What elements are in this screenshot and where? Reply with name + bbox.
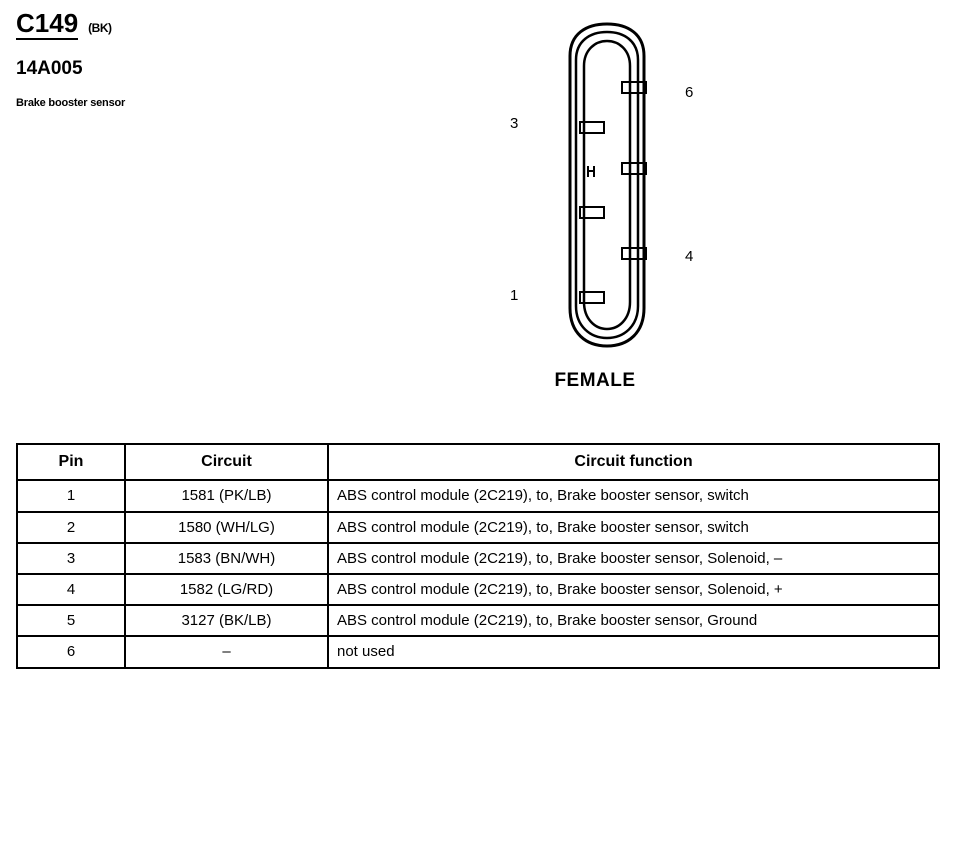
connector-pin-callouts bbox=[510, 84, 693, 304]
connector-id: C149 bbox=[16, 10, 78, 40]
cell-function: ABS control module (2C219), to, Brake booster sensor, Solenoid, – bbox=[328, 543, 939, 574]
pin-callout-1: 1 bbox=[510, 287, 519, 304]
cell-circuit: 1582 (LG/RD) bbox=[125, 574, 328, 605]
connector-header bbox=[16, 10, 316, 111]
table-row bbox=[17, 480, 939, 511]
connector-id-row bbox=[16, 10, 316, 40]
connector-key-mark bbox=[587, 166, 595, 177]
pin-callout-4: 4 bbox=[685, 248, 694, 265]
connector-outer-shell bbox=[570, 24, 644, 346]
cell-function: ABS control module (2C219), to, Brake booster sensor, Ground bbox=[328, 605, 939, 636]
cell-pin: 1 bbox=[17, 480, 125, 511]
cell-circuit: – bbox=[125, 636, 328, 667]
pin-table bbox=[16, 443, 940, 669]
pin-callout-6: 6 bbox=[685, 84, 694, 101]
part-number: 14A005 bbox=[16, 58, 83, 80]
connector-orientation-label: FEMALE bbox=[554, 370, 636, 391]
table-header-row bbox=[17, 444, 939, 480]
cell-function: ABS control module (2C219), to, Brake booster sensor, switch bbox=[328, 512, 939, 543]
cell-function: not used bbox=[328, 636, 939, 667]
cell-circuit: 1583 (BN/WH) bbox=[125, 543, 328, 574]
cell-pin: 6 bbox=[17, 636, 125, 667]
cell-pin: 3 bbox=[17, 543, 125, 574]
table-row bbox=[17, 605, 939, 636]
table-row bbox=[17, 512, 939, 543]
table-row bbox=[17, 543, 939, 574]
cell-circuit: 1581 (PK/LB) bbox=[125, 480, 328, 511]
terminal-slot-6 bbox=[622, 82, 646, 93]
cell-circuit: 3127 (BK/LB) bbox=[125, 605, 328, 636]
terminal-slot-4 bbox=[622, 248, 646, 259]
cell-function: ABS control module (2C219), to, Brake booster sensor, Solenoid, + bbox=[328, 574, 939, 605]
column-header-pin: Pin bbox=[17, 444, 125, 480]
connector-inner-cavity bbox=[584, 41, 630, 329]
column-header-circuit: Circuit bbox=[125, 444, 328, 480]
cell-pin: 5 bbox=[17, 605, 125, 636]
connector-diagram bbox=[470, 8, 750, 408]
connector-terminal-slots bbox=[580, 82, 646, 303]
column-header-function: Circuit function bbox=[328, 444, 939, 480]
connector-color-code: (BK) bbox=[88, 21, 112, 35]
pin-callout-3: 3 bbox=[510, 115, 519, 132]
cell-pin: 4 bbox=[17, 574, 125, 605]
component-description: Brake booster sensor bbox=[16, 97, 126, 110]
cell-circuit: 1580 (WH/LG) bbox=[125, 512, 328, 543]
cell-function: ABS control module (2C219), to, Brake booster sensor, switch bbox=[328, 480, 939, 511]
table-row bbox=[17, 574, 939, 605]
cell-pin: 2 bbox=[17, 512, 125, 543]
terminal-slot-5 bbox=[622, 163, 646, 174]
table-row bbox=[17, 636, 939, 667]
